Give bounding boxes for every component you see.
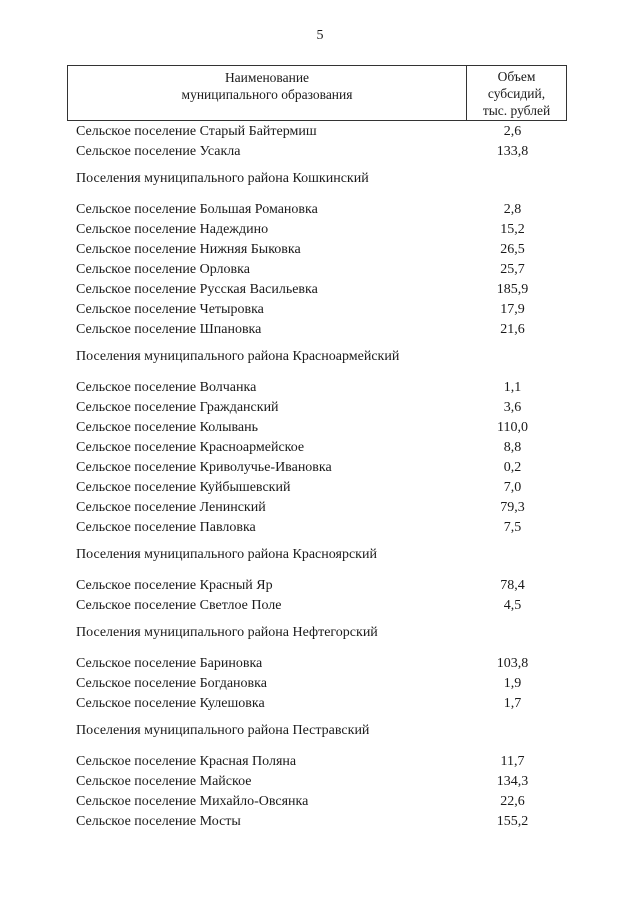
subsidy-amount: 21,6 <box>500 322 525 337</box>
subsidy-amount: 22,6 <box>500 794 525 809</box>
table-row <box>0 812 640 832</box>
subsidy-amount: 26,5 <box>500 242 525 257</box>
subsidy-amount: 2,8 <box>503 202 522 217</box>
settlement-name: Сельское поселение Усакла <box>76 144 241 159</box>
subsidy-amount: 7,0 <box>503 480 522 495</box>
section-title: Поселения муниципального района Красноармейский <box>76 349 400 364</box>
table-row <box>0 498 640 518</box>
section-heading <box>0 620 640 646</box>
subsidy-amount: 2,6 <box>503 124 522 139</box>
settlement-name: Сельское поселение Красноармейское <box>76 440 305 455</box>
settlement-name: Сельское поселение Орловка <box>76 262 250 277</box>
settlement-name: Сельское поселение Надеждино <box>76 222 269 237</box>
settlement-name: Сельское поселение Колывань <box>76 420 258 435</box>
header-amount-column <box>467 66 566 120</box>
table-row <box>0 240 640 260</box>
settlement-name: Сельское поселение Богдановка <box>76 676 267 691</box>
settlement-name: Сельское поселение Мосты <box>76 814 241 829</box>
table-row <box>0 220 640 240</box>
subsidy-amount: 185,9 <box>496 282 529 297</box>
table-row <box>0 280 640 300</box>
section-heading <box>0 344 640 370</box>
settlement-name: Сельское поселение Русская Васильевка <box>76 282 318 297</box>
page-number: 5 <box>316 28 324 43</box>
subsidy-amount: 0,2 <box>503 460 522 475</box>
table-row <box>0 792 640 812</box>
subsidy-amount: 3,6 <box>503 400 522 415</box>
table-row <box>0 654 640 674</box>
table-row <box>0 142 640 162</box>
subsidy-amount: 1,7 <box>503 696 522 711</box>
section-title: Поселения муниципального района Красноярский <box>76 547 377 562</box>
subsidy-amount: 134,3 <box>496 774 529 789</box>
subsidy-amount: 110,0 <box>497 420 528 435</box>
table-row <box>0 772 640 792</box>
table-row <box>0 478 640 498</box>
subsidy-amount: 79,3 <box>500 500 525 515</box>
subsidy-amount: 103,8 <box>496 656 529 671</box>
settlement-name: Сельское поселение Майское <box>76 774 252 789</box>
settlement-name: Сельское поселение Нижняя Быковка <box>76 242 301 257</box>
section-title: Поселения муниципального района Кошкинский <box>76 171 369 186</box>
subsidy-amount: 17,9 <box>500 302 525 317</box>
header-amount-line: тыс. рублей <box>482 103 551 118</box>
settlement-name: Сельское поселение Ленинский <box>76 500 266 515</box>
table-row <box>0 200 640 220</box>
subsidy-amount: 133,8 <box>496 144 529 159</box>
subsidy-amount: 11,7 <box>500 754 525 769</box>
settlement-name: Сельское поселение Михайло-Овсянка <box>76 794 309 809</box>
settlement-name: Сельское поселение Криволучье-Ивановка <box>76 460 332 475</box>
table-row <box>0 418 640 438</box>
settlement-name: Сельское поселение Кулешовка <box>76 696 265 711</box>
subsidy-amount: 25,7 <box>500 262 525 277</box>
settlement-name: Сельское поселение Старый Байтермиш <box>76 124 317 139</box>
settlement-name: Сельское поселение Светлое Поле <box>76 598 282 613</box>
subsidy-amount: 15,2 <box>500 222 525 237</box>
subsidy-amount: 78,4 <box>500 578 525 593</box>
table-row <box>0 122 640 142</box>
subsidy-amount: 7,5 <box>503 520 522 535</box>
settlement-name: Сельское поселение Бариновка <box>76 656 263 671</box>
table-header <box>67 65 567 121</box>
settlement-name: Сельское поселение Куйбышевский <box>76 480 291 495</box>
table-row <box>0 260 640 280</box>
table-row <box>0 438 640 458</box>
settlement-name: Сельское поселение Гражданский <box>76 400 279 415</box>
section-heading <box>0 542 640 568</box>
table-row <box>0 300 640 320</box>
header-name-column <box>68 66 467 120</box>
section-heading <box>0 166 640 192</box>
table-row <box>0 694 640 714</box>
table-row <box>0 398 640 418</box>
table-row <box>0 596 640 616</box>
header-name-line: Наименование <box>224 70 310 85</box>
settlement-name: Сельское поселение Павловка <box>76 520 256 535</box>
settlement-name: Сельское поселение Четыровка <box>76 302 264 317</box>
subsidy-amount: 1,1 <box>503 380 522 395</box>
subsidy-amount: 4,5 <box>503 598 522 613</box>
table-row <box>0 576 640 596</box>
subsidy-amount: 8,8 <box>503 440 522 455</box>
table-row <box>0 752 640 772</box>
table-body <box>0 122 640 832</box>
header-amount-line: субсидий, <box>487 86 546 101</box>
table-row <box>0 378 640 398</box>
table-row <box>0 674 640 694</box>
section-title: Поселения муниципального района Нефтегорский <box>76 625 378 640</box>
table-row <box>0 320 640 340</box>
settlement-name: Сельское поселение Большая Романовка <box>76 202 318 217</box>
header-amount-line: Объем <box>497 69 536 84</box>
header-name-line: муниципального образования <box>181 87 353 102</box>
settlement-name: Сельское поселение Волчанка <box>76 380 257 395</box>
subsidy-amount: 155,2 <box>496 814 529 829</box>
settlement-name: Сельское поселение Шпановка <box>76 322 262 337</box>
section-title: Поселения муниципального района Пестравский <box>76 723 370 738</box>
settlement-name: Сельское поселение Красная Поляна <box>76 754 297 769</box>
table-row <box>0 458 640 478</box>
subsidy-amount: 1,9 <box>503 676 522 691</box>
table-row <box>0 518 640 538</box>
section-heading <box>0 718 640 744</box>
settlement-name: Сельское поселение Красный Яр <box>76 578 273 593</box>
